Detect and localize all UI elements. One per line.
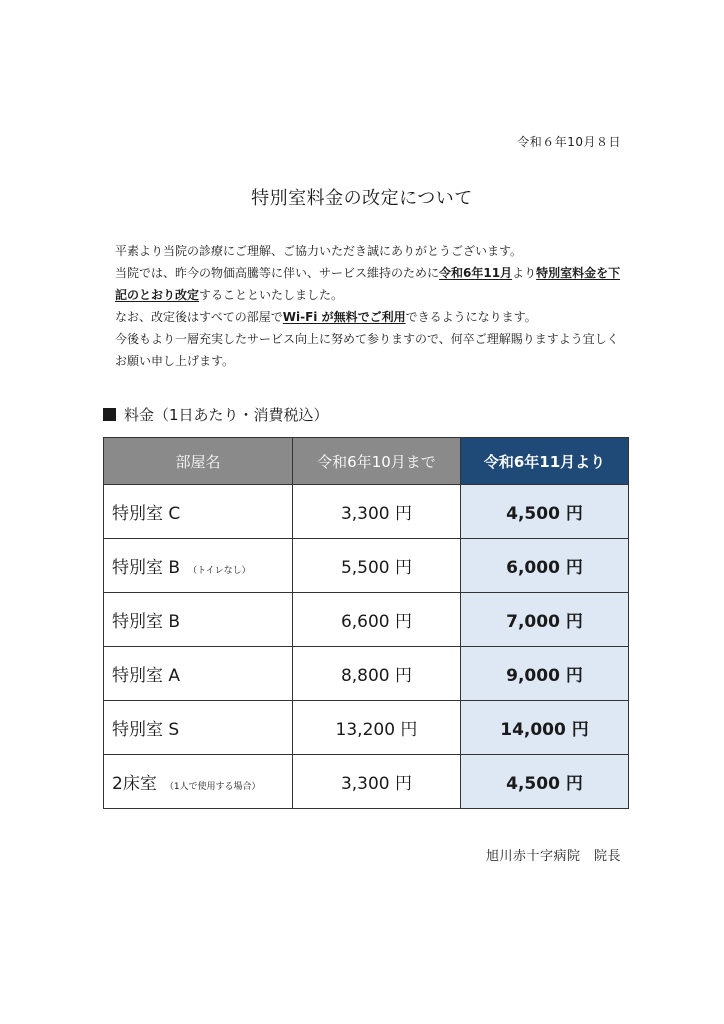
room-name-cell: [104, 701, 293, 755]
wifi-text-1: なお、改定後はすべての部屋で: [115, 310, 283, 324]
document-title: 特別室料金の改定について: [251, 188, 473, 209]
revision-text-3: することといたしました。: [199, 288, 344, 302]
paragraph-wifi: [103, 306, 621, 328]
new-price-cell: 4,500 円: [461, 485, 629, 539]
room-note: （トイレなし）: [188, 566, 251, 576]
room-name-cell: [104, 539, 293, 593]
revision-fee-emphasis: 特別室料金を下記のとおり改定: [115, 266, 621, 302]
square-bullet-icon: [103, 408, 116, 421]
paragraph-revision: [103, 262, 621, 306]
header-new-price: 令和6年11月より: [461, 438, 629, 485]
wifi-emphasis: Wi-Fi が無料でご利用: [282, 310, 406, 324]
price-table: [103, 437, 629, 809]
new-price-cell: 14,000 円: [461, 701, 629, 755]
old-price-cell: 8,800 円: [293, 647, 461, 701]
room-name-cell: [104, 485, 293, 539]
section-heading-text: 料金（1日あたり・消費税込）: [124, 406, 329, 424]
room-note: （1人で使用する場合）: [164, 782, 261, 792]
signature: 旭川赤十字病院 院長: [485, 849, 621, 864]
table-row: [104, 647, 629, 701]
room-name: 特別室 B: [112, 612, 181, 632]
revision-date-emphasis: 令和6年11月: [439, 266, 513, 280]
table-row: [104, 593, 629, 647]
new-price-cell: 6,000 円: [461, 539, 629, 593]
room-name: 特別室 A: [112, 666, 181, 686]
table-row: [104, 755, 629, 809]
new-price-cell: 4,500 円: [461, 755, 629, 809]
old-price-cell: 6,600 円: [293, 593, 461, 647]
header-old-price: 令和6年10月まで: [293, 438, 461, 485]
header-room-name: 部屋名: [104, 438, 293, 485]
body-text: [103, 240, 621, 372]
old-price-cell: 5,500 円: [293, 539, 461, 593]
table-header-row: [104, 438, 629, 485]
old-price-cell: 13,200 円: [293, 701, 461, 755]
room-name: 特別室 S: [112, 720, 180, 740]
wifi-text-2: できるようになります。: [405, 310, 537, 324]
paragraph-closing: 今後もより一層充実したサービス向上に努めて参りますので、何卒ご理解賜りますよう宜しくお願い申し上げます。: [115, 332, 619, 368]
room-name: 2床室: [112, 774, 157, 794]
room-name: 特別室 C: [112, 504, 181, 524]
paragraph-greeting: 平素より当院の診療にご理解、ご協力いただき誠にありがとうございます。: [115, 244, 523, 258]
revision-text-1: 当院では、昨今の物価高騰等に伴い、サービス維持のために: [115, 266, 440, 280]
new-price-cell: 9,000 円: [461, 647, 629, 701]
document-date: 令和６年10月８日: [517, 135, 621, 149]
old-price-cell: 3,300 円: [293, 485, 461, 539]
section-heading: [103, 404, 329, 425]
old-price-cell: 3,300 円: [293, 755, 461, 809]
revision-text-2: より: [512, 266, 537, 280]
room-name-cell: [104, 593, 293, 647]
room-name-cell: [104, 647, 293, 701]
room-name: 特別室 B: [112, 558, 181, 578]
room-name-cell: [104, 755, 293, 809]
table-row: [104, 485, 629, 539]
new-price-cell: 7,000 円: [461, 593, 629, 647]
table-row: [104, 701, 629, 755]
table-row: [104, 539, 629, 593]
